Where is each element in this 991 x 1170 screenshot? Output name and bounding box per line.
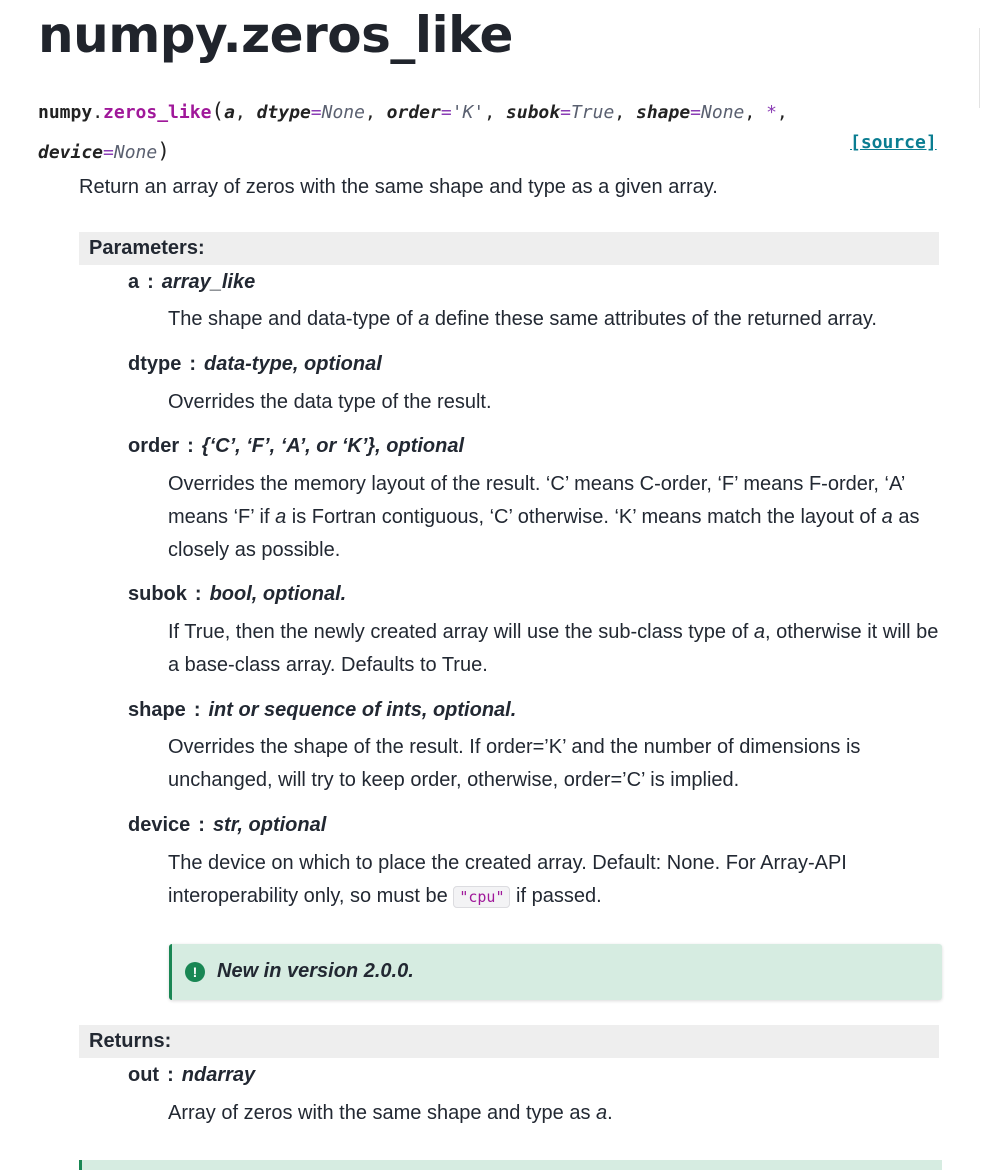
- summary-text: Return an array of zeros with the same shape and type as a given array.: [79, 176, 718, 198]
- parameters-header: Parameters:: [79, 232, 939, 265]
- param-shape-description: Overrides the shape of the result. If order=’K’ and the number of dimensions is unchanged, will try to keep order, otherwise, order=’C’ is implied.: [168, 736, 861, 791]
- param-dtype-description: Overrides the data type of the result.: [168, 391, 492, 413]
- page-title: numpy.zeros_like: [38, 6, 513, 64]
- return-out-description: Array of zeros with the same shape and type as a.: [168, 1102, 613, 1124]
- param-shape-header: shape : int or sequence of ints, optional.: [128, 699, 517, 721]
- param-subok-header: subok : bool, optional.: [128, 583, 347, 605]
- next-admonition: [79, 1160, 942, 1170]
- param-a-header: a : array_like: [128, 271, 256, 293]
- param-device-header: device : str, optional: [128, 814, 327, 836]
- param-order-description: Overrides the memory layout of the result. ‘C’ means C-order, ‘F’ means F-order, ‘A’ means ‘F’ if a is Fortran contiguous, ‘C’ otherwise. ‘K’ means match the layout of a as closely as possible.: [168, 473, 920, 561]
- param-a-description: The shape and data-type of a define these same attributes of the returned array.: [168, 308, 877, 330]
- param-subok-description: If True, then the newly created array will use the sub-class type of a, otherwise it will be a base-class array. Defaults to True.: [168, 621, 939, 676]
- sidebar-divider: [979, 28, 980, 108]
- return-out-header: out : ndarray: [128, 1064, 256, 1086]
- param-device-description: The device on which to place the created array. Default: None. For Array-API interoperability only, so must be "cpu" if passed.: [168, 852, 847, 907]
- function-signature: numpy.zeros_like(a, dtype=None, order='K', subok=True, shape=None, *, device=None): [38, 99, 788, 163]
- param-order-header: order : {‘C’, ‘F’, ‘A’, or ‘K’}, optional: [128, 435, 465, 457]
- param-dtype-header: dtype : data-type, optional: [128, 353, 382, 375]
- exclamation-icon: !: [185, 962, 205, 982]
- cpu-literal: "cpu": [453, 886, 510, 908]
- source-link[interactable]: [source]: [850, 132, 937, 153]
- returns-header: Returns:: [79, 1025, 939, 1058]
- version-added-note: [169, 944, 942, 1000]
- version-note-text: New in version 2.0.0.: [217, 960, 414, 982]
